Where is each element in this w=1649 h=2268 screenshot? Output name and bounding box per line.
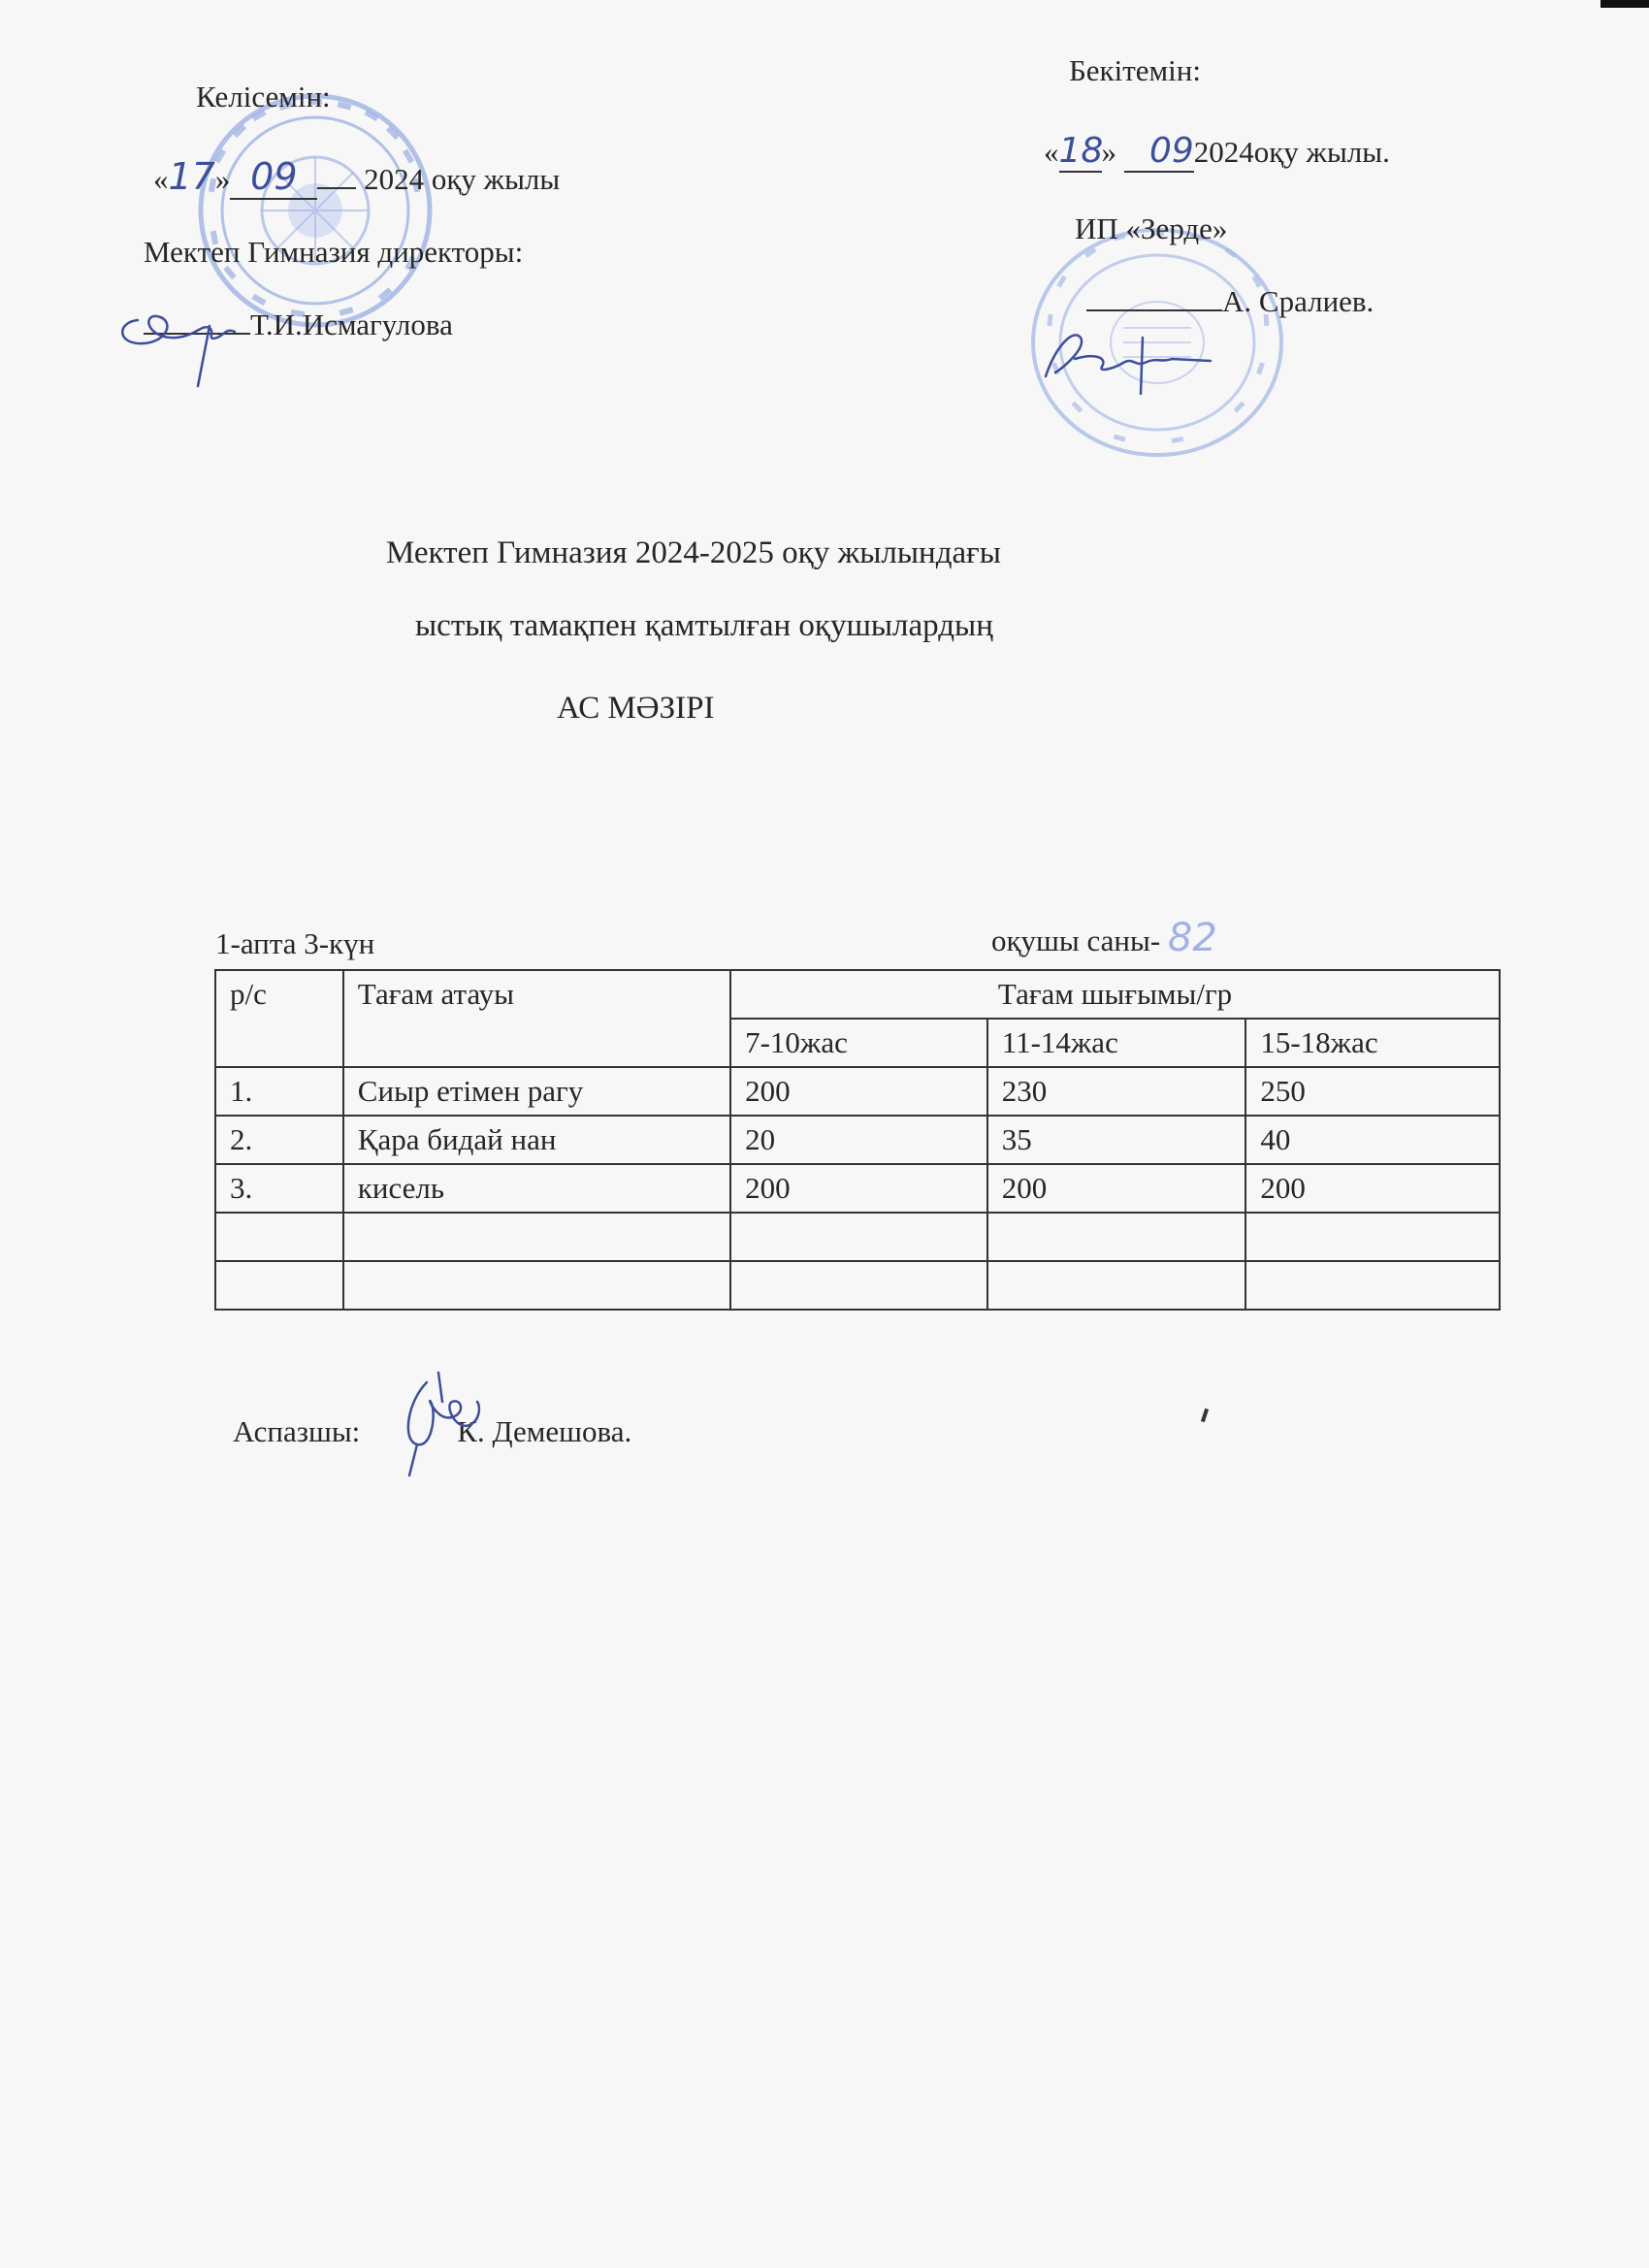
date-open-quote: «: [153, 162, 169, 196]
row-dish-name: кисель: [343, 1164, 730, 1213]
menu-day: 1-апта 3-күн: [215, 926, 375, 960]
approval-left-position: Мектеп Гимназия директоры:: [144, 235, 524, 269]
row-number: 1.: [215, 1067, 343, 1116]
entrepreneur-signature: [1026, 308, 1220, 396]
table-row: [215, 1067, 1500, 1116]
date-day-handwritten: 18: [1058, 131, 1104, 171]
table-row: [215, 1116, 1500, 1164]
stray-mark: [1201, 1409, 1209, 1423]
entrepreneur-name: А. Сралиев.: [1222, 284, 1374, 318]
menu-table: [214, 969, 1501, 1311]
approval-left-heading: Келісемін:: [196, 80, 331, 113]
students-label: оқушы саны-: [991, 923, 1161, 957]
cook-signature: [388, 1363, 504, 1479]
approval-right-org: ИП «Зерде»: [1075, 211, 1228, 245]
row-value-11-14: 230: [987, 1067, 1246, 1116]
date-month-handwritten: 09: [230, 155, 317, 200]
row-value-7-10: 200: [730, 1164, 987, 1213]
director-signature: [109, 281, 254, 388]
header-age-group: 11-14жас: [987, 1019, 1246, 1067]
header-age-group: 7-10жас: [730, 1019, 987, 1067]
approval-right-heading: Бекітемін:: [1069, 53, 1201, 87]
header-dish-name: Тағам атауы: [343, 970, 730, 1067]
approval-right-date: [1044, 131, 1390, 173]
students-count-line: [991, 916, 1217, 960]
date-close-quote: »: [1101, 135, 1116, 169]
row-dish-name: Сиыр етімен рагу: [343, 1067, 730, 1116]
table-row: [215, 1164, 1500, 1213]
cook-label: Аспазшы:: [233, 1414, 361, 1448]
scan-edge-mark: [1600, 0, 1649, 8]
cook-name: К. Демешова.: [457, 1414, 632, 1448]
row-value-15-18: 40: [1245, 1116, 1500, 1164]
date-year: 2024 оқу жылы: [364, 162, 561, 196]
date-open-quote: «: [1044, 135, 1059, 169]
date-close-quote: »: [214, 162, 231, 196]
approval-left-date: [153, 155, 560, 200]
row-number: 3.: [215, 1164, 343, 1213]
title-line-1: Мектеп Гимназия 2024-2025 оқу жылындағы: [386, 535, 1001, 570]
date-year: 2024оқу жылы.: [1193, 135, 1390, 169]
row-number: 2.: [215, 1116, 343, 1164]
title-line-2: ыстық тамақпен қамтылған оқушылардың: [415, 608, 993, 643]
row-value-11-14: 35: [987, 1116, 1246, 1164]
row-value-7-10: 200: [730, 1067, 987, 1116]
row-value-15-18: 200: [1245, 1164, 1500, 1213]
row-value-11-14: 200: [987, 1164, 1246, 1213]
students-count-handwritten: 82: [1167, 916, 1217, 960]
header-number: р/с: [215, 970, 343, 1067]
header-age-group: 15-18жас: [1245, 1019, 1500, 1067]
title-line-3: АС МӘЗІРІ: [557, 691, 715, 726]
table-row-empty: [215, 1261, 1500, 1310]
row-dish-name: Қара бидай нан: [343, 1116, 730, 1164]
row-value-7-10: 20: [730, 1116, 987, 1164]
director-name: Т.И.Исмагулова: [250, 308, 453, 341]
row-value-15-18: 250: [1245, 1067, 1500, 1116]
header-output: Тағам шығымы/гр: [730, 970, 1500, 1019]
date-day-handwritten: 17: [168, 155, 215, 198]
table-row-empty: [215, 1213, 1500, 1261]
date-month-handwritten: 09: [1124, 131, 1194, 173]
